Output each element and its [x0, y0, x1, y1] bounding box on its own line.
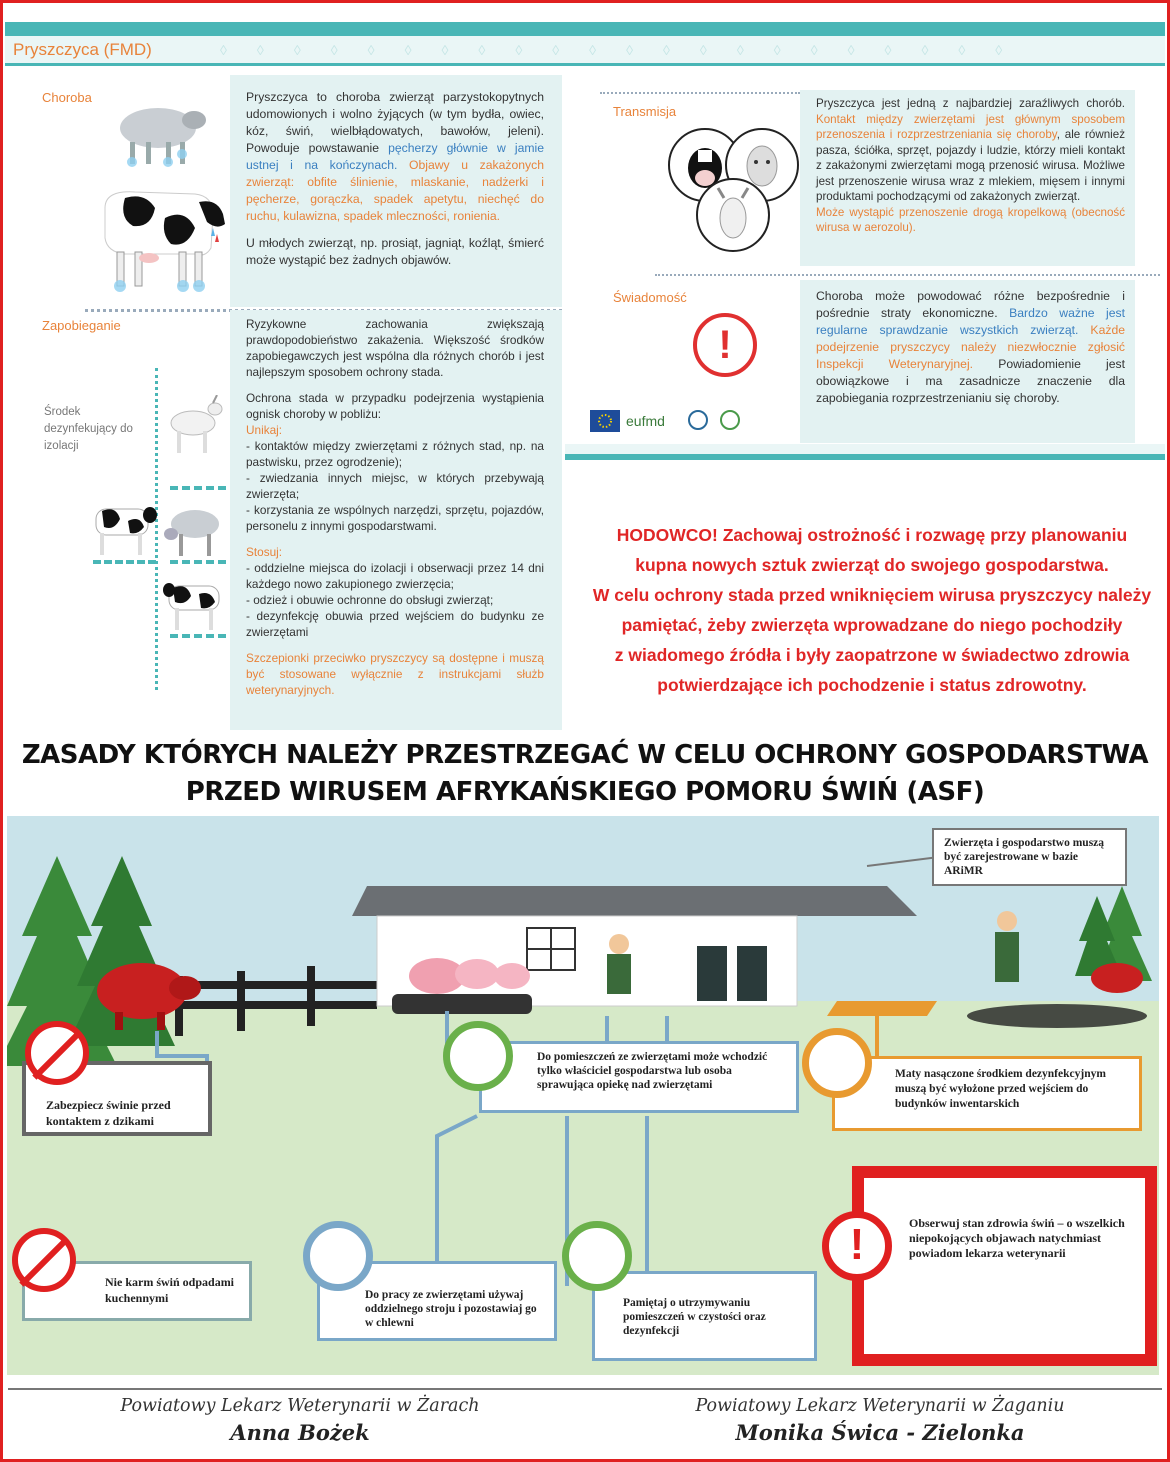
- choroba-text-orange: Objawy u zakażonych zwierząt: obfite ślinienie, mlaskanie, nadżerki i pęcherze, gorączka, spadek apetytu, niechęć do ruchu, kulawizna, spadek mleczności, ronienia.: [246, 158, 544, 223]
- unikaj-item: - zwiedzania innych miejsc, w których przebywają zwierzęta;: [246, 471, 544, 501]
- cow-image: [88, 495, 158, 559]
- disinfect-mat: [170, 486, 226, 490]
- transmisja-text-orange: Kontakt między zwierzętami jest głównym sposobem przenoszenia i rozprzestrzeniania się choroby: [816, 112, 1125, 141]
- no-boar-icon: [25, 1021, 89, 1085]
- note-maty: Maty nasączone środkiem dezynfekcyjnym muszą być wyłożone przed wejściem do budynków inwentarskich: [832, 1056, 1142, 1131]
- disinfect-mat: [170, 634, 226, 638]
- person-face-icon: [443, 1021, 513, 1091]
- section-divider: [600, 92, 800, 94]
- note-stroj: Do pracy ze zwierzętami używaj oddzielnego stroju i pozostawiaj go w chlewni: [317, 1261, 557, 1341]
- note-karm: Nie karm świń odpadami kuchennymi: [22, 1261, 252, 1321]
- asf-infographic: [7, 816, 1159, 1375]
- szczepionki-text: Szczepionki przeciwko pryszczycy są dostępne i muszą być stosowane wyłącznie z instrukcjami służb weterynaryjnych.: [246, 651, 544, 697]
- stosuj-item: - odzież i obuwie ochronne do obsługi zwierząt;: [246, 593, 494, 607]
- spray-bottle-icon: [562, 1221, 632, 1291]
- no-kitchen-waste-icon: [12, 1228, 76, 1292]
- disinfect-mat: [170, 560, 226, 564]
- zapobieganie-label: Zapobieganie: [42, 318, 121, 333]
- footer-left: [40, 1396, 560, 1445]
- unikaj-item: - kontaktów między zwierzętami z różnych stad, np. na pastwisku, przez ogrodzenie);: [246, 439, 544, 469]
- unikaj-item: - korzystania ze wspólnych narzędzi, sprzętu, pojazdów, personelu z innymi gospodarstwami.: [246, 503, 544, 533]
- hodowco-line: kupna nowych sztuk zwierząt do swojego gospodarstwa.: [635, 555, 1109, 575]
- sheep-image: [110, 100, 210, 172]
- stosuj-heading: Stosuj:: [246, 545, 283, 559]
- choroba-text-blue: pęcherzy głównie w jamie ustnej i na kończynach.: [246, 141, 544, 172]
- header-bar: [5, 22, 1165, 36]
- cow-image: [95, 178, 235, 298]
- swiadomosc-text-2: Powiadomienie jest obowiązkowe i ma zasadnicze znaczenie dla zapobiegania rozprzestrzenianiu się choroby.: [816, 357, 1126, 405]
- swiadomosc-text-1: Choroba może powodować różne bezpośrednie i pośrednie straty ekonomiczne.: [816, 289, 1125, 320]
- hodowco-line: W celu ochrony stada przed wniknięciem wirusa pryszczycy należy: [592, 585, 1152, 605]
- goat-circle: [696, 178, 770, 252]
- hodowco-line: pamiętać, żeby zwierzęta wprowadzane do niego pochodziły: [621, 615, 1123, 635]
- stosuj-item: - dezynfekcję obuwia przed wejściem do budynku ze zwierzętami: [246, 609, 544, 639]
- footer-right: [620, 1396, 1140, 1445]
- zapobieganie-text-2: Ochrona stada w przypadku podejrzenia wystąpienia ognisk choroby w pobliżu:: [246, 391, 544, 421]
- goat-head-icon: [698, 180, 768, 250]
- swiadomosc-label: Świadomość: [613, 290, 687, 305]
- transmisja-label: Transmisja: [613, 104, 677, 119]
- eufmd-logo: eufmd: [626, 413, 665, 429]
- note-obserwuj: Obserwuj stan zdrowia świń – o wszelkich niepokojących objawach natychmiast powiadom lekarza weterynarii: [852, 1166, 1157, 1366]
- note-wchodzic: Do pomieszczeń ze zwierzętami może wchodzić tylko właściciel gospodarstwa lub osoba sprawująca opiekę nad zwierzętami: [479, 1041, 799, 1113]
- note-zarejestrowane: Zwierzęta i gospodarstwo muszą być zarejestrowane w bazie ARiMR: [932, 828, 1127, 886]
- cow-image: [163, 572, 225, 634]
- teal-divider: [565, 444, 1165, 460]
- fmd-header: [5, 36, 1165, 66]
- note-czystosc: Pamiętaj o utrzymywaniu pomieszczeń w czystości oraz dezynfekcji: [592, 1271, 817, 1361]
- eu-logo: [590, 408, 790, 438]
- transmisja-textbox: [800, 90, 1135, 266]
- disinfect-mat: [93, 560, 156, 564]
- transmisja-text-aerosol: Może wystąpić przenoszenie drogą kropelkową (obecność wirusa w aerozolu).: [816, 205, 1125, 234]
- mat-icon: [802, 1028, 872, 1098]
- goat-image: [163, 395, 225, 457]
- swiadomosc-textbox: [800, 280, 1135, 443]
- swiadomosc-text-orange: Każde podejrzenie pryszczycy należy niezwłocznie zgłosić Inspekcji Weterynaryjnej.: [816, 323, 1125, 371]
- choroba-text-2: U młodych zwierząt, np. prosiąt, jagniąt, koźląt, śmierć może wystąpić bez żadnych objawów.: [246, 236, 544, 267]
- zapobieganie-textbox: [230, 310, 562, 730]
- asf-title-line: PRZED WIRUSEM AFRYKAŃSKIEGO POMORU ŚWIŃ (ASF): [185, 777, 985, 807]
- sheep-image: [163, 500, 225, 560]
- warning-icon: !: [693, 313, 757, 377]
- left-role: Powiatowy Lekarz Weterynarii w Żarach: [120, 1396, 480, 1416]
- right-role: Powiatowy Lekarz Weterynarii w Żaganiu: [695, 1396, 1065, 1416]
- footer-divider: [8, 1388, 1162, 1390]
- swiadomosc-text-blue: Bardzo ważne jest regularne sprawdzanie wszystkich zwierząt.: [816, 306, 1125, 337]
- logos-strip: [590, 408, 790, 438]
- asf-title-line: ZASADY KTÓRYCH NALEŻY PRZESTRZEGAĆ W CELU OCHRONY GOSPODARSTWA: [21, 740, 1149, 770]
- hodowco-line: z wiadomego źródła i były zaopatrzone w świadectwo zdrowia: [614, 645, 1130, 665]
- zapobieganie-text-1: Ryzykowne zachowania zwiększają prawdopodobieństwo zakażenia. Większość środków zapobiegawczych jest wspólna dla różnych chorób i jest najlepszym sposobem ochrony stada.: [246, 317, 544, 379]
- unikaj-heading: Unikaj:: [246, 423, 283, 437]
- transmisja-text-2: , ale również pasza, ściółka, sprzęt, pojazdy i ludzie, którzy mieli kontakt z zakażonymi zwierzętami mogą przenosić wirusa. Możliwe jest przenoszenie wirusa wraz z mlekiem, mięsem i innymi produktami pochodzącymi od zakażonych zwierząt.: [816, 128, 1125, 203]
- hodowco-warning: [578, 520, 1166, 700]
- choroba-text-1: Pryszczyca to choroba zwierząt parzystokopytnych udomowionych i wolno żyjących (w tym bydła, owiec, kóz, świń, wielbłądowatych, bawołów, jeleni). Powoduje powstawanie: [246, 90, 544, 155]
- asf-title: [0, 737, 1170, 811]
- srodek-label: Środek dezynfekujący do izolacji: [44, 406, 133, 452]
- drop-pattern-decoration: ◊◊◊◊◊◊◊◊◊◊◊◊◊◊◊◊◊◊◊◊◊◊: [220, 42, 1033, 58]
- fmd-title: Pryszczyca (FMD): [13, 40, 152, 59]
- choroba-textbox: [230, 75, 562, 307]
- transmisja-text-1: Pryszczyca jest jedną z najbardziej zaraźliwych chorób.: [816, 97, 1125, 110]
- note-dziki: Zabezpiecz świnie przed kontaktem z dzikami: [22, 1061, 212, 1136]
- left-name: Anna Bożek: [230, 1420, 370, 1445]
- stosuj-item: - oddzielne miejsca do izolacji i obserwacji przez 14 dni każdego nowo zakupionego zwierzęcia;: [246, 561, 544, 591]
- clothes-icon: [303, 1221, 373, 1291]
- right-name: Monika Świca - Zielonka: [735, 1420, 1025, 1445]
- section-divider: [655, 274, 1160, 276]
- exclamation-icon: !: [822, 1211, 892, 1281]
- choroba-label: Choroba: [42, 90, 92, 105]
- hodowco-line: potwierdzające ich pochodzenie i status zdrowotny.: [657, 675, 1087, 695]
- hodowco-line: HODOWCO! Zachowaj ostrożność i rozwagę przy planowaniu: [616, 525, 1128, 545]
